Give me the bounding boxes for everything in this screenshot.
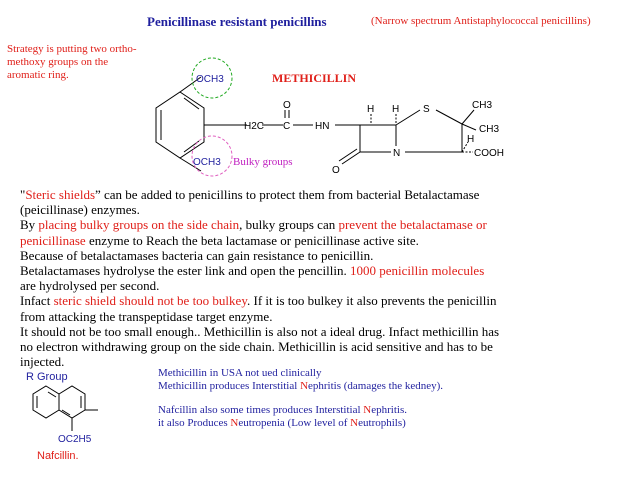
note-line: Methicillin in USA not ued clinically <box>158 367 322 379</box>
highlight-penicillinase: penicillinase <box>20 232 86 248</box>
och3-top-label: OCH3 <box>196 74 224 85</box>
strategy-note: Strategy is putting two ortho- methoxy groups on the aromatic ring. <box>7 43 137 81</box>
text-run: it also Produces <box>158 416 231 429</box>
text-run: . If it is too bulkey it also prevents the penicillin <box>246 293 497 309</box>
highlight-not-too-bulky: steric shield should not be too bulkey <box>53 293 247 309</box>
highlight-letter-n: N <box>230 416 239 429</box>
amide-nh-label: HN <box>315 121 330 132</box>
page-title: Penicillinase resistant penicillins <box>147 14 327 29</box>
text-line: injected. <box>20 354 65 370</box>
h2c-label: H2C <box>244 121 265 132</box>
nafcillin-label: Nafcillin. <box>37 450 79 462</box>
benzene-ring <box>156 92 204 158</box>
lactam-nitrogen-label: N <box>393 148 401 159</box>
text-run: ” can be added to penicillins to protect them from bacterial Betalactamase <box>95 187 480 202</box>
text-line: Because of betalactamases bacteria can gain resistance to penicillin. <box>20 247 374 263</box>
drug-name-methicillin: METHICILLIN <box>272 71 357 85</box>
text-run: Betalactamases hydrolyse the ester link and open the pencillin. <box>20 263 350 279</box>
carbonyl-oxygen-label: O <box>283 100 291 111</box>
highlight-letter-n: N <box>300 379 309 392</box>
methyl-label-1: CH3 <box>472 100 493 111</box>
text-line: no electron withdrawing group on the side chain. Methicillin is acid sensitive and has to be <box>20 339 493 355</box>
highlight-bulky-side-chain: placing bulky groups on the side chain <box>38 217 240 233</box>
text-run: ephritis (damages the kedney). <box>308 379 444 392</box>
text-run: Methicillin produces Interstitial <box>158 379 301 392</box>
och3-bottom-label: OCH3 <box>193 157 221 168</box>
highlight-1000-molecules: 1000 penicillin molecules <box>349 263 485 279</box>
text-line: (peicillinase) enzymes. <box>20 202 140 218</box>
highlight-letter-n: N <box>363 404 372 416</box>
cooh-label: COOH <box>474 148 504 159</box>
page-subtitle: (Narrow spectrum Antistaphylococcal penicillins) <box>371 15 591 27</box>
text-run: ephritis. <box>371 404 407 416</box>
clinical-notes <box>158 367 443 429</box>
text-run: Infact <box>20 293 54 309</box>
r-group-label: R Group <box>26 371 68 383</box>
sulfur-label: S <box>423 104 430 115</box>
hydrogen-label-2: H <box>392 104 400 115</box>
text-line: are hydrolysed per second. <box>20 278 160 294</box>
text-run: " <box>20 187 26 202</box>
highlight-steric-shields: Steric shields <box>25 187 95 202</box>
text-run: Nafcillin also some times produces Interstitial <box>158 404 364 416</box>
lactam-oxygen-label: O <box>332 165 340 176</box>
highlight-letter-n: N <box>350 416 359 429</box>
text-line: from attacking the transpeptidase target enzyme. <box>20 308 273 324</box>
methyl-label-2: CH3 <box>479 124 500 135</box>
steric-shield-paragraph <box>20 187 630 369</box>
carbonyl-carbon-label: C <box>283 121 291 132</box>
text-run: eutrophils) <box>358 416 406 429</box>
text-run: By <box>20 217 39 233</box>
text-run: eutropenia (Low level of <box>238 416 351 429</box>
oc2h5-label: OC2H5 <box>58 434 92 445</box>
hydrogen-label-1: H <box>367 104 375 115</box>
text-run: , bulky groups can <box>239 217 339 233</box>
bulky-groups-label: Bulky groups <box>233 156 293 168</box>
text-run: enzyme to Reach the beta lactamase or penicillinase active site. <box>85 232 419 248</box>
nafcillin-r-group-structure <box>0 380 140 460</box>
text-line: It should not be too small enough.. Methicillin is also not a ideal drug. Infact methicillin has <box>20 323 500 339</box>
hydrogen-label-3: H <box>467 134 475 145</box>
highlight-prevent: prevent the betalactamase or <box>338 217 487 233</box>
methicillin-structure <box>0 0 638 190</box>
